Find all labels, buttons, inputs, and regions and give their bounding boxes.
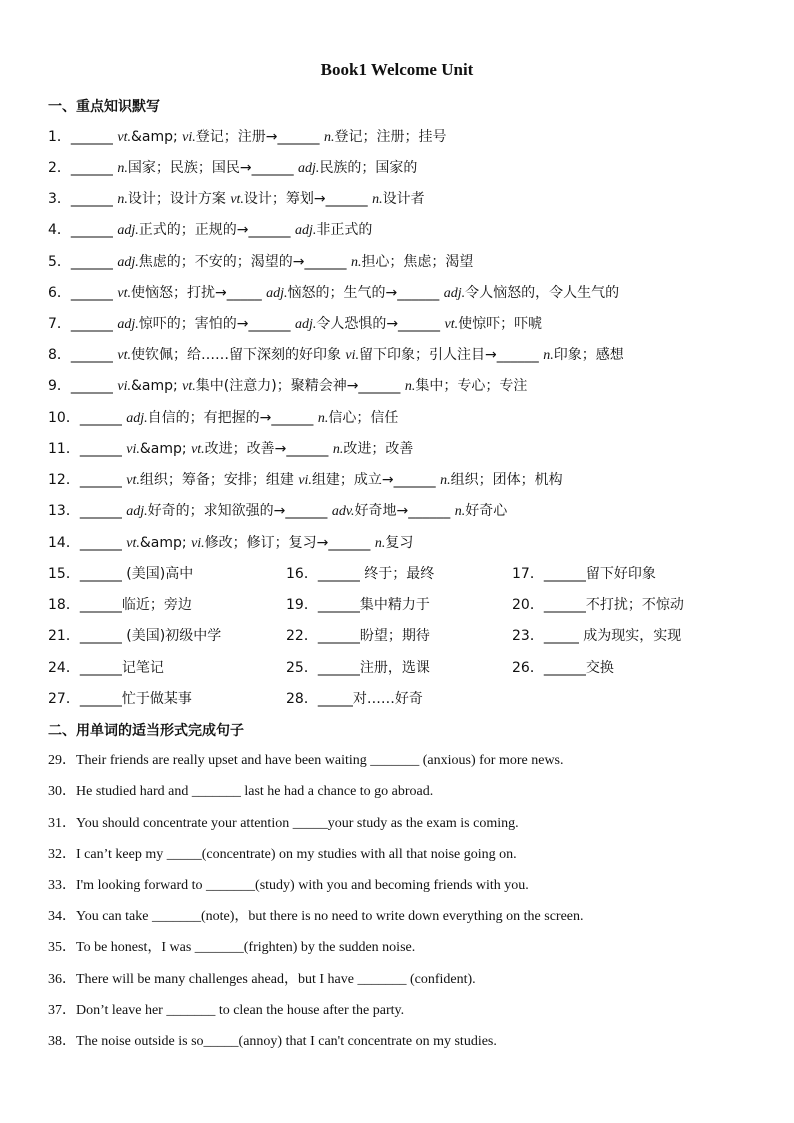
phrase-cell: 22．______盼望；期待 bbox=[286, 628, 430, 644]
vocab-line: 7．______ adj.惊吓的；害怕的→______ adj.令人恐惧的→______ vt.使惊吓；吓唬 bbox=[48, 316, 543, 332]
phrase-cell: 25．______注册，选课 bbox=[286, 660, 430, 676]
phrase-cell: 17．______留下好印象 bbox=[512, 566, 656, 582]
sentence-line: 38．The noise outside is so_____(annoy) that I can't concentrate on my studies. bbox=[48, 1034, 497, 1049]
vocab-line: 14．______ vt.&amp; vi.修改；修订；复习→______ n.复习 bbox=[48, 535, 414, 551]
page-title: Book1 Welcome Unit bbox=[320, 60, 474, 79]
vocab-line: 5．______ adj.焦虑的；不安的；渴望的→______ n.担心；焦虑；渴望 bbox=[48, 254, 474, 270]
vocab-line: 8．______ vt.使钦佩；给……留下深刻的好印象 vi.留下印象；引人注目→______ n.印象；感想 bbox=[48, 347, 624, 363]
vocab-line: 12．______ vt.组织；筹备；安排；组建 vi.组建；成立→______ n.组织；团体；机构 bbox=[48, 472, 563, 488]
phrase-cell: 28．_____对……好奇 bbox=[286, 691, 423, 707]
phrase-cell: 21．______ (美国)初级中学 bbox=[48, 628, 222, 644]
sentence-line: 30．He studied hard and _______ last he had a chance to go abroad. bbox=[48, 784, 434, 799]
phrase-cell: 16．______ 终于；最终 bbox=[286, 566, 435, 582]
sentence-line: 33．I'm looking forward to _______(study) with you and becoming friends with you. bbox=[48, 878, 529, 893]
vocab-line: 10．______ adj.自信的；有把握的→______ n.信心；信任 bbox=[48, 410, 399, 426]
vocab-line: 2．______ n.国家；民族；国民→______ adj.民族的；国家的 bbox=[48, 160, 418, 176]
phrase-cell: 26．______交换 bbox=[512, 660, 614, 676]
vocab-line: 6．______ vt.使恼怒；打扰→_____ adj.恼怒的；生气的→______ adj.令人恼怒的，令人生气的 bbox=[48, 285, 620, 301]
sentence-line: 29．Their friends are really upset and have been waiting _______ (anxious) for more news. bbox=[48, 753, 564, 768]
vocab-line: 11．______ vi.&amp; vt.改进；改善→______ n.改进；改善 bbox=[48, 441, 414, 457]
vocab-line: 13．______ adj.好奇的；求知欲强的→______ adv.好奇地→______ n.好奇心 bbox=[48, 503, 508, 519]
sentence-line: 32．I can’t keep my _____(concentrate) on my studies with all that noise going on. bbox=[48, 847, 517, 862]
vocab-line: 3．______ n.设计；设计方案 vt.设计；筹划→______ n.设计者 bbox=[48, 191, 425, 207]
phrase-cell: 27．______忙于做某事 bbox=[48, 691, 192, 707]
sentence-line: 31．You should concentrate your attention _____your study as the exam is coming. bbox=[48, 816, 519, 831]
phrase-cell: 24．______记笔记 bbox=[48, 660, 164, 676]
phrase-cell: 20．______不打扰；不惊动 bbox=[512, 597, 684, 613]
sentence-line: 35．To be honest，I was _______(frighten) by the sudden noise. bbox=[48, 940, 416, 955]
phrase-cell: 23．_____ 成为现实，实现 bbox=[512, 628, 682, 644]
vocab-line: 1．______ vt.&amp; vi.登记；注册→______ n.登记；注册；挂号 bbox=[48, 129, 447, 145]
vocab-line: 9．______ vi.&amp; vt.集中(注意力)；聚精会神→______ n.集中；专心；专注 bbox=[48, 378, 528, 394]
section-heading-sentences: 二、用单词的适当形式完成句子 bbox=[48, 723, 244, 739]
section-heading-vocab: 一、重点知识默写 bbox=[48, 99, 160, 115]
phrase-cell: 18．______临近；旁边 bbox=[48, 597, 192, 613]
phrase-cell: 15．______ (美国)高中 bbox=[48, 566, 194, 582]
phrase-cell: 19．______集中精力于 bbox=[286, 597, 430, 613]
sentence-line: 36．There will be many challenges ahead，but I have _______ (confident). bbox=[48, 972, 476, 987]
sentence-line: 37．Don’t leave her _______ to clean the house after the party. bbox=[48, 1003, 405, 1018]
vocab-line: 4．______ adj.正式的；正规的→______ adj.非正式的 bbox=[48, 222, 373, 238]
sentence-line: 34．You can take _______(note)，but there is no need to write down everything on the screen. bbox=[48, 909, 584, 924]
